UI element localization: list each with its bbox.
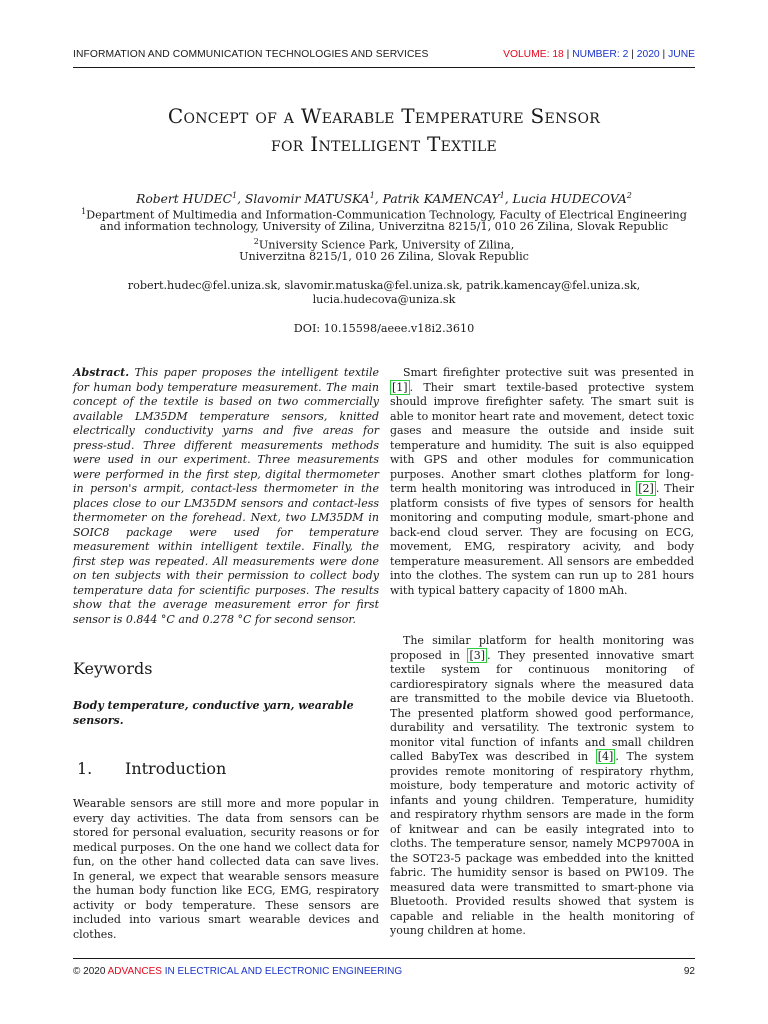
year-value: 2020 bbox=[636, 49, 660, 60]
copyright: © 2020 bbox=[73, 966, 106, 977]
author-name: Patrik KAMENCAY bbox=[382, 192, 500, 207]
author-affiliation-mark: 1 bbox=[369, 191, 375, 200]
author-name: Slavomir MATUSKA bbox=[244, 192, 370, 207]
volume-label: VOLUME: bbox=[503, 49, 550, 60]
footer-journal bbox=[73, 966, 402, 977]
paragraph-text: . The system provides remote monitoring of respiratory rhythm, moisture, body temperature and motoric activity of infants and young children. Temperature, humidity and respiratory rhythm sensors are made in the form of knitwear and can be easily integrated into to cloths. The temperature sensor, namely MCP9700A in the SOT23-5 package was embedded into the knitted fabric. The humidity sensor is based on PW109. The measured data were transmitted to smart-phone via Bluetooth. Provided results showed that system is capable and reliable in the health monitoring of young children at home. bbox=[390, 750, 694, 937]
abstract-label: Abstract. bbox=[73, 366, 130, 379]
author-affiliation-mark: 1 bbox=[231, 191, 238, 200]
citation-link[interactable]: [1] bbox=[392, 380, 408, 394]
paragraph-text: The similar platform for health monitoring was proposed in bbox=[390, 634, 694, 662]
email-line[interactable]: lucia.hudecova@uniza.sk bbox=[312, 293, 456, 306]
abstract-text: This paper proposes the intelligent textile for human body temperature measurement. The main concept of the textile is based on two commercially available LM35DM temperature sensors, knitted electrically conductivity yarns and five areas for press-stud. Three different measurements methods were used in our experiment. Three measurements were performed in the first step, digital thermometer in person's armpit, contact-less thermometer in the places close to our LM35DM sensors and contact-less thermometer on the forehead. Next, two LM35DM in SOIC8 package were used for temperature measurement within intelligent textile. Finally, the first step was repeated. All measurements were done on ten subjects with their permission to collect body temperature data for scientific purposes. The results show that the average measurement error for first sensor is 0.844 °C and 0.278 °C for second sensor. bbox=[73, 366, 380, 626]
header-rule bbox=[73, 67, 695, 68]
doi[interactable]: DOI: 10.15598/aeee.v18i2.3610 bbox=[293, 322, 475, 335]
affiliation-line: Univerzitna 8215/1, 010 26 Zilina, Slovak Republic bbox=[239, 250, 529, 263]
journal-advances: ADVANCES bbox=[107, 966, 162, 977]
citation-link[interactable]: [4] bbox=[597, 750, 614, 763]
header-separator: | bbox=[566, 49, 570, 60]
section-heading-introduction bbox=[77, 759, 226, 778]
author-name: Robert HUDEC bbox=[136, 192, 232, 207]
header-separator: | bbox=[631, 49, 634, 60]
body-paragraph bbox=[390, 366, 694, 598]
number-label: NUMBER: bbox=[572, 49, 620, 60]
paper-title-line2: for Intelligent Textile bbox=[270, 132, 498, 156]
paper-title-line1: Concept of a Wearable Temperature Sensor bbox=[167, 104, 601, 128]
header-separator: | bbox=[662, 49, 666, 60]
introduction-paragraph: Wearable sensors are still more and more popular in every day activities. The data from sensors can be stored for personal evaluation, security reasons or for medical purposes. On the one hand we collect data for fun, on the other hand collected data can save lives. In general, we expect that wearable sensors measure the human body function like ECG, EMG, respiratory activity or body temperature. These sensors are included into various smart wearable devices and clothes. bbox=[73, 797, 379, 941]
journal-name-rest: IN ELECTRICAL AND ELECTRONIC ENGINEERING bbox=[164, 966, 403, 977]
keywords-text: Body temperature, conductive yarn, wearable sensors. bbox=[73, 699, 354, 727]
footer-rule bbox=[73, 958, 695, 959]
affiliation-text: University Science Park, University of Zilina, bbox=[258, 238, 515, 252]
author-affiliation-mark: 1 bbox=[499, 191, 505, 200]
paragraph-text: . Their platform consists of five types of sensors for health monitoring and computing module, smart-phone and back-end cloud server. They are focusing on ECG, movement, EMG, respiratory acivity, and body temperature measurement. All sensors are embedded into the clothes. The system can run up to 281 hours with typical battery capacity of 1800 mAh. bbox=[390, 482, 694, 597]
author-name: Lucia HUDECOVA bbox=[512, 192, 627, 207]
author-list: Robert HUDEC$^1$, Slavomir MATUSKA$^1$, Patrik KAMENCAY$^1$, Lucia HUDECOVA$^2$ bbox=[136, 191, 632, 207]
abstract bbox=[73, 366, 379, 627]
citation-link[interactable]: [2] bbox=[638, 482, 654, 495]
author-affiliation-mark: 2 bbox=[626, 191, 632, 200]
section-title: Introduction bbox=[125, 759, 227, 778]
citation-link[interactable]: [3] bbox=[469, 648, 486, 662]
section-number: 1. bbox=[77, 759, 93, 778]
volume-value: 18 bbox=[552, 49, 564, 60]
paragraph-text: Smart firefighter protective suit was presented in bbox=[403, 366, 694, 379]
paragraph-text: . They presented innovative smart textile system for continuous monitoring of cardiorespiratory signals where the measured data are transmitted to the mobile device via Bluetooth. The presented platform showed good performance, durability and versatility. The textronic system to monitor vital function of infants and small children called BabyTex was described in bbox=[390, 648, 694, 763]
body-paragraph bbox=[390, 634, 694, 939]
running-header-issue bbox=[503, 49, 695, 60]
number-value: 2 bbox=[622, 49, 629, 60]
month-value: JUNE bbox=[668, 49, 695, 60]
paragraph-text: . Their smart textile-based protective system should improve firefighter safety. The smart suit is able to monitor heart rate and movement, detect toxic gases and measure the outside and inside suit temperature and humidity. The suit is also equipped with GPS and other modules for communication purposes. Another smart clothes platform for long-term health monitoring was introduced in bbox=[390, 380, 694, 495]
affiliation-text: Department of Multimedia and Information-Communication Technology, Faculty of Electrical Engineering bbox=[86, 208, 687, 222]
running-header-journal: INFORMATION AND COMMUNICATION TECHNOLOGIES AND SERVICES bbox=[73, 49, 429, 60]
page-number: 92 bbox=[683, 966, 695, 977]
affiliation-line: and information technology, University of Zilina, Univerzitna 8215/1, 010 26 Zilina, Slovak Republic bbox=[99, 220, 669, 233]
affiliation-mark: 1 bbox=[81, 207, 87, 216]
email-line[interactable]: robert.hudec@fel.uniza.sk, slavomir.matuska@fel.uniza.sk, patrik.kamencay@fel.uniza.sk, bbox=[127, 279, 641, 292]
affiliation-mark: 2 bbox=[253, 237, 259, 246]
keywords-heading: Keywords bbox=[73, 659, 153, 678]
